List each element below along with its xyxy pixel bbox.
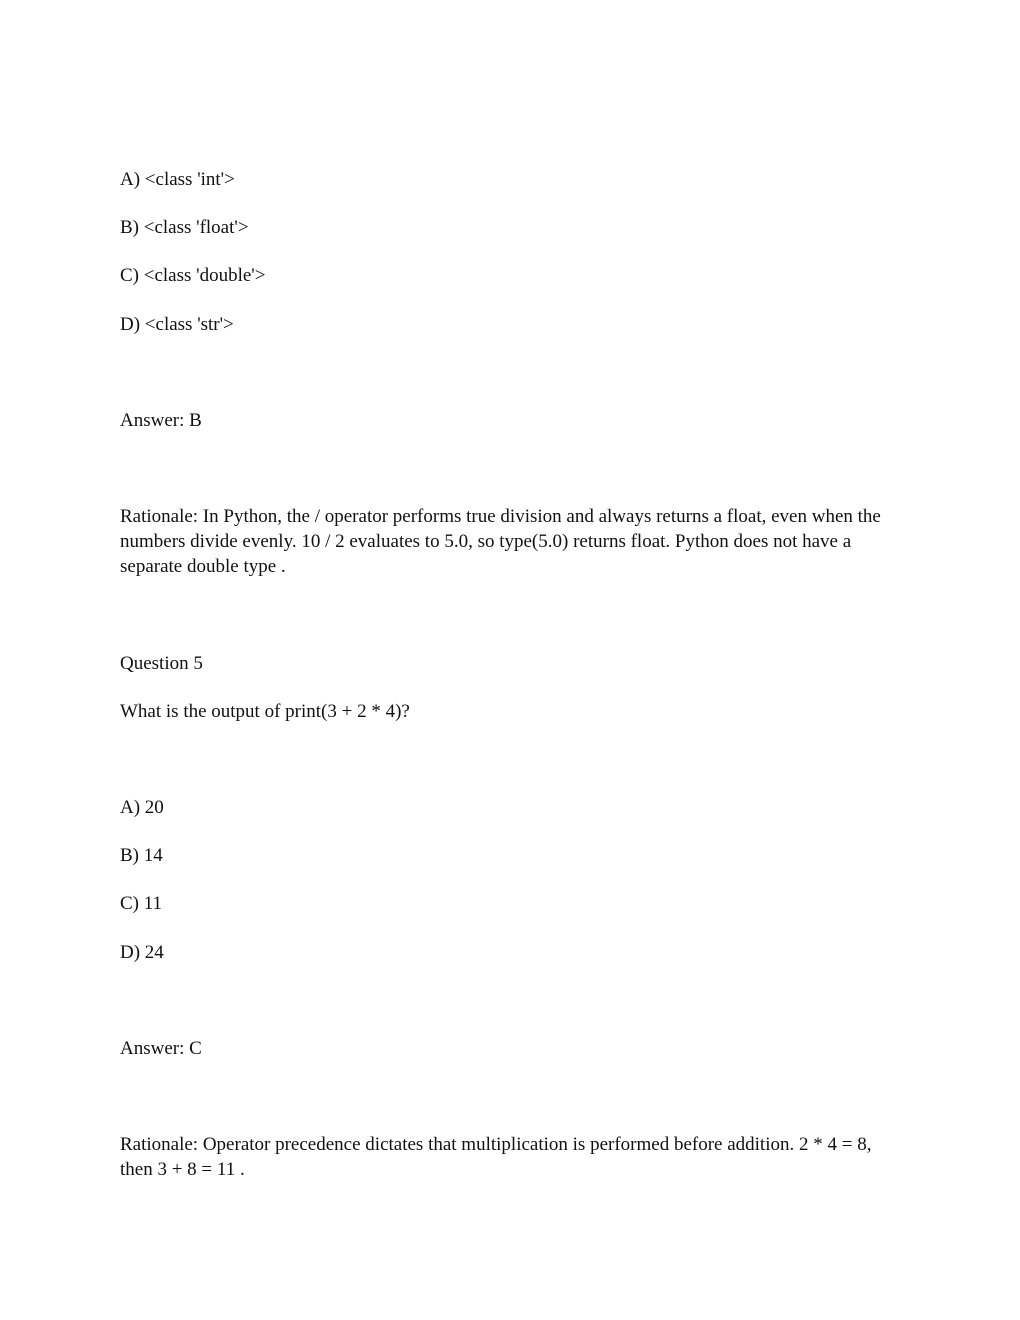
rationale-text: Rationale: Operator precedence dictates that multiplication is performed before addition. 2 * 4 = 8, then 3 + 8 = 11 .	[120, 1134, 872, 1180]
option-c: C) 11	[120, 893, 163, 914]
answer-text: Answer: C	[120, 1038, 202, 1059]
option-a: A) <class 'int'>	[120, 169, 235, 190]
option-d: D) <class 'str'>	[120, 314, 234, 335]
question-prompt: What is the output of print(3 + 2 * 4)?	[120, 701, 410, 722]
answer-text: Answer: B	[120, 410, 202, 431]
option-c: C) <class 'double'>	[120, 265, 266, 286]
option-a: A) 20	[120, 797, 164, 818]
option-d: D) 24	[120, 942, 164, 963]
question-title: Question 5	[120, 653, 203, 674]
rationale-text: Rationale: In Python, the / operator performs true division and always returns a float, even when the numbers divide evenly. 10 / 2 evaluates to 5.0, so type(5.0) returns float. Python does not have a separate double type .	[120, 506, 881, 577]
option-b: B) 14	[120, 845, 163, 866]
option-b: B) <class 'float'>	[120, 217, 249, 238]
